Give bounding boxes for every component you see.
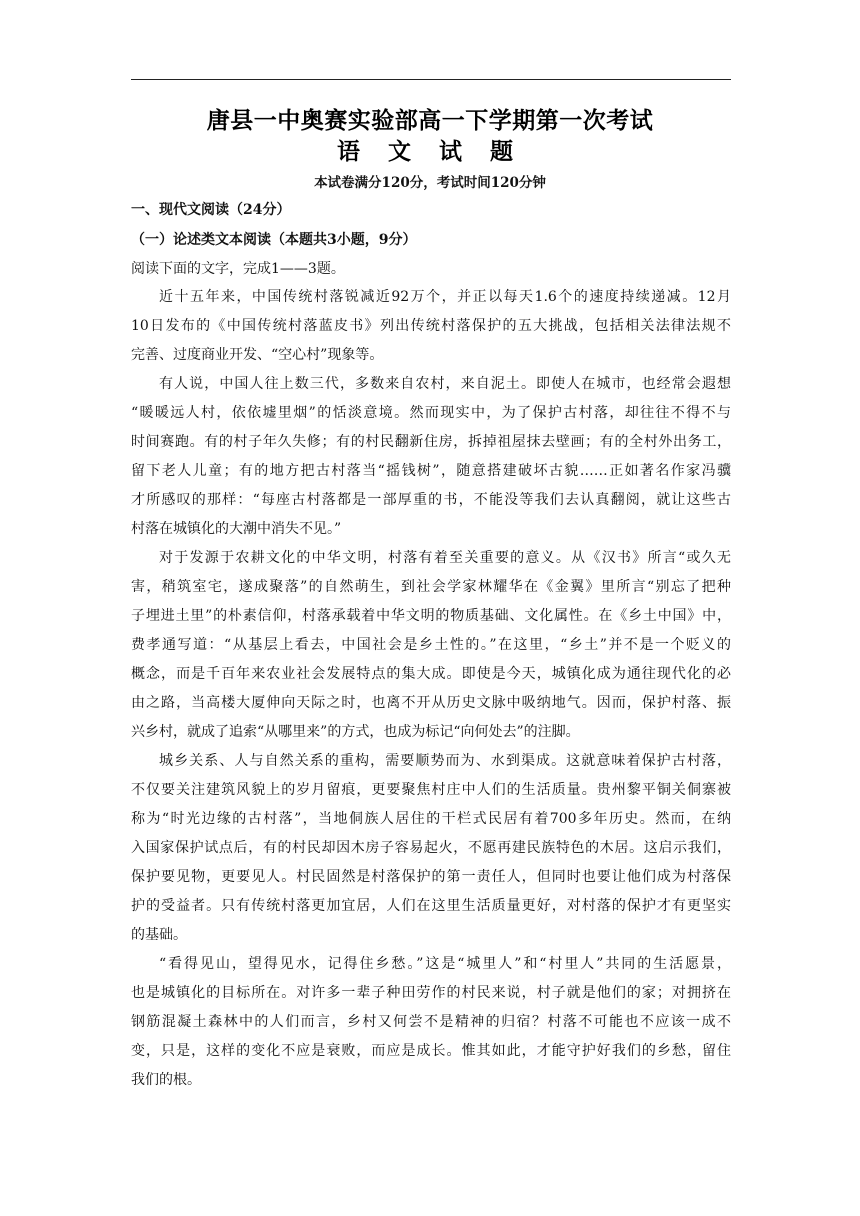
passage-line: 由之路，当高楼大厦伸向天际之时，也离不开从历史文脉中吸纳地气。因而，保护村落、振 [131,695,731,711]
exam-subject: 语 文 试 题 [336,138,524,165]
passage-line: 10日发布的《中国传统村落蓝皮书》列出传统村落保护的五大挑战，包括相关法律法规不 [131,318,731,334]
section-heading: 一、现代文阅读（24分） [131,202,291,218]
passage-line: 子埋进土里”的朴素信仰，村落承载着中华文明的物质基础、文化属性。在《乡土中国》中， [131,608,731,624]
top-rule [131,79,731,80]
exam-title: 唐县一中奥赛实验部高一下学期第一次考试 [206,107,654,134]
passage-line: 费孝通写道：“从基层上看去，中国社会是乡土性的。”在这里，“乡土”并不是一个贬义的 [131,637,731,653]
passage-line: 害，稍筑室宅，遂成聚落”的自然萌生，到社会学家林耀华在《金翼》里所言“别忘了把种 [131,579,731,595]
passage-line: 村落在城镇化的大潮中消失不见。” [131,521,342,537]
passage-line: 概念，而是千百年来农业社会发展特点的集大成。即使是今天，城镇化成为通往现代化的必 [131,666,731,682]
passage-line: 护的受益者。只有传统村落更加宜居，人们在这里生活质量更好，对村落的保护才有更坚实 [131,898,731,914]
reading-instruction: 阅读下面的文字，完成1——3题。 [131,261,345,277]
passage-line: 称为“时光边缘的古村落”，当地侗族人居住的干栏式民居有着700多年历史。然而，在纳 [131,811,731,827]
passage-line: 钢筋混凝土森林中的人们而言，乡村又何尝不是精神的归宿？村落不可能也不应该一成不 [131,1014,731,1030]
passage-line: “看得见山，望得见水，记得住乡愁。”这是“城里人”和“村里人”共同的生活愿景， [159,956,731,972]
passage-line: 兴乡村，就成了追索“从哪里来”的方式，也成为标记“向何处去”的注脚。 [131,724,580,740]
passage-line: 的基础。 [131,927,187,943]
passage-line: 完善、过度商业开发、“空心村”现象等。 [131,347,384,363]
passage-line: 城乡关系、人与自然关系的重构，需要顺势而为、水到渠成。这就意味着保护古村落， [159,753,731,769]
passage-line: 对于发源于农耕文化的中华文明，村落有着至关重要的意义。从《汉书》所言“或久无 [159,550,731,566]
passage-line: 时间赛跑。有的村子年久失修；有的村民翻新住房，拆掉祖屋抹去壁画；有的全村外出务工， [131,434,731,450]
passage-line: 有人说，中国人往上数三代，多数来自农村，来自泥土。即使人在城市，也经常会遐想 [159,376,731,392]
passage-line: 也是城镇化的目标所在。对许多一辈子种田劳作的村民来说，村子就是他们的家；对拥挤在 [131,985,731,1001]
passage-line: 留下老人儿童；有的地方把古村落当“摇钱树”，随意搭建破坏古貌……正如著名作家冯骥 [131,463,731,479]
passage-line: 我们的根。 [131,1072,201,1088]
passage-line: “暖暖远人村，依依墟里烟”的恬淡意境。然而现实中，为了保护古村落，却往往不得不与 [131,405,731,421]
part-heading: （一）论述类文本阅读（本题共3小题，9分） [131,232,417,248]
passage-line: 保护要见物，更要见人。村民固然是村落保护的第一责任人，但同时也要让他们成为村落保 [131,869,731,885]
passage-line: 不仅要关注建筑风貌上的岁月留痕，更要聚焦村庄中人们的生活质量。贵州黎平铜关侗寨被 [131,782,731,798]
passage-line: 才所感叹的那样：“每座古村落都是一部厚重的书，不能没等我们去认真翻阅，就让这些古 [131,492,731,508]
passage-line: 入国家保护试点后，有的村民却因木房子容易起火，不愿再建民族特色的木居。这启示我们， [131,840,731,856]
passage-line: 近十五年来，中国传统村落锐减近92万个，并正以每天1.6个的速度持续递减。12月 [159,289,731,305]
passage-line: 变，只是，这样的变化不应是衰败，而应是成长。惟其如此，才能守护好我们的乡愁，留住 [131,1043,731,1059]
exam-info: 本试卷满分120分，考试时间120分钟 [314,175,546,191]
